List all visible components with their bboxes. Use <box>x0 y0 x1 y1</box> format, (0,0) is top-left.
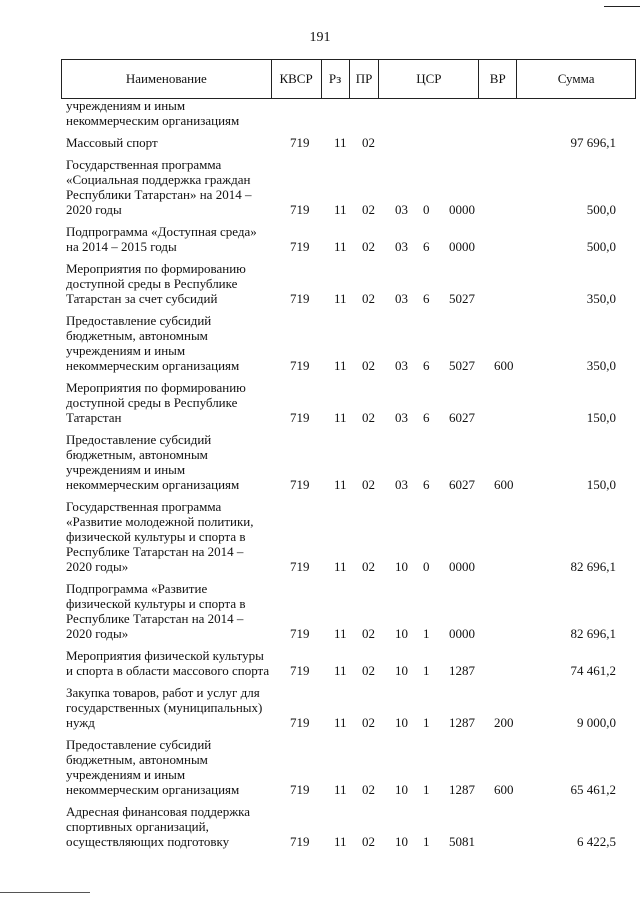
csr-part2-cell: 6 <box>423 477 430 492</box>
page-number: 191 <box>309 30 331 45</box>
scan-mark-bottom <box>0 892 90 893</box>
sum-cell: 82 696,1 <box>570 626 616 641</box>
scan-mark <box>604 6 640 7</box>
csr-part2-cell: 6 <box>423 239 430 254</box>
row-name <box>66 685 270 730</box>
row-name-line: государственных (муниципальных) <box>66 700 263 715</box>
csr-part3-cell: 5027 <box>449 358 475 373</box>
sum-cell: 500,0 <box>586 202 616 217</box>
row-name <box>66 804 270 849</box>
table-row <box>0 499 640 581</box>
rz-cell: 11 <box>334 663 347 678</box>
header-vr: ВР <box>479 60 517 99</box>
table-row <box>0 581 640 648</box>
rz-cell: 11 <box>334 358 347 373</box>
csr-part3-cell: 5027 <box>449 291 475 306</box>
row-name <box>66 499 270 574</box>
row-name-line: Татарстан за счет субсидий <box>66 291 218 306</box>
row-name-line: 2020 годы» <box>66 559 129 574</box>
row-name-line: бюджетным, автономным <box>66 752 208 767</box>
kvsr-cell: 719 <box>290 834 310 849</box>
csr-part2-cell: 1 <box>423 834 430 849</box>
row-name <box>66 581 270 641</box>
kvsr-cell: 719 <box>290 782 310 797</box>
row-name <box>66 313 270 373</box>
vr-cell: 200 <box>494 715 514 730</box>
row-name-line: Предоставление субсидий <box>66 313 212 328</box>
table-body <box>0 98 640 856</box>
sum-cell: 150,0 <box>586 410 616 425</box>
pr-cell: 02 <box>362 834 375 849</box>
row-name-line: 2020 годы <box>66 202 122 217</box>
table-row <box>0 737 640 804</box>
vr-cell: 600 <box>494 782 514 797</box>
row-name <box>66 380 270 425</box>
csr-part1-cell: 10 <box>395 715 408 730</box>
csr-part1-cell: 10 <box>395 663 408 678</box>
rz-cell: 11 <box>334 239 347 254</box>
sum-cell: 9 000,0 <box>577 715 616 730</box>
rz-cell: 11 <box>334 477 347 492</box>
rz-cell: 11 <box>334 834 347 849</box>
csr-part2-cell: 1 <box>423 663 430 678</box>
header-sum: Сумма <box>517 60 636 99</box>
table-row <box>0 432 640 499</box>
rz-cell: 11 <box>334 715 347 730</box>
row-name-line: некоммерческим организациям <box>66 358 240 373</box>
row-name-line: спортивных организаций, <box>66 819 209 834</box>
vr-cell: 600 <box>494 477 514 492</box>
table-row <box>0 157 640 224</box>
row-name-line: Республике Татарстан на 2014 – <box>66 611 244 626</box>
pr-cell: 02 <box>362 358 375 373</box>
vr-cell: 600 <box>494 358 514 373</box>
sum-cell: 350,0 <box>586 291 616 306</box>
row-name-line: и спорта в области массового спорта <box>66 663 270 678</box>
csr-part2-cell: 1 <box>423 715 430 730</box>
table-row <box>0 648 640 685</box>
csr-part1-cell: 10 <box>395 782 408 797</box>
table-row <box>0 98 640 135</box>
csr-part1-cell: 10 <box>395 559 408 574</box>
pr-cell: 02 <box>362 291 375 306</box>
table-row <box>0 685 640 737</box>
kvsr-cell: 719 <box>290 477 310 492</box>
kvsr-cell: 719 <box>290 559 310 574</box>
header-rz: Рз <box>321 60 349 99</box>
kvsr-cell: 719 <box>290 715 310 730</box>
csr-part2-cell: 0 <box>423 202 430 217</box>
row-name-line: осуществляющих подготовку <box>66 834 230 849</box>
kvsr-cell: 719 <box>290 410 310 425</box>
header-csr: ЦСР <box>379 60 479 99</box>
csr-part1-cell: 03 <box>395 239 408 254</box>
pr-cell: 02 <box>362 477 375 492</box>
kvsr-cell: 719 <box>290 202 310 217</box>
row-name-line: Подпрограмма «Доступная среда» <box>66 224 257 239</box>
row-name <box>66 224 270 254</box>
csr-part3-cell: 6027 <box>449 410 475 425</box>
csr-part2-cell: 6 <box>423 410 430 425</box>
row-name-line: Мероприятия физической культуры <box>66 648 264 663</box>
pr-cell: 02 <box>362 239 375 254</box>
row-name-line: Адресная финансовая поддержка <box>66 804 251 819</box>
row-name <box>66 135 270 150</box>
kvsr-cell: 719 <box>290 358 310 373</box>
header-name: Наименование <box>62 60 272 99</box>
kvsr-cell: 719 <box>290 291 310 306</box>
row-name-line: учреждениям и иным <box>66 343 186 358</box>
row-name-line: некоммерческим организациям <box>66 782 240 797</box>
row-name-line: 2020 годы» <box>66 626 129 641</box>
csr-part1-cell: 10 <box>395 626 408 641</box>
csr-part3-cell: 5081 <box>449 834 475 849</box>
row-name-line: Мероприятия по формированию <box>66 261 246 276</box>
rz-cell: 11 <box>334 202 347 217</box>
sum-cell: 350,0 <box>586 358 616 373</box>
rz-cell: 11 <box>334 559 347 574</box>
row-name <box>66 432 270 492</box>
pr-cell: 02 <box>362 715 375 730</box>
sum-cell: 150,0 <box>586 477 616 492</box>
row-name-line: физической культуры и спорта в <box>66 529 246 544</box>
kvsr-cell: 719 <box>290 663 310 678</box>
csr-part3-cell: 1287 <box>449 715 475 730</box>
kvsr-cell: 719 <box>290 239 310 254</box>
row-name-line: Государственная программа <box>66 157 222 172</box>
row-name-line: «Развитие молодежной политики, <box>66 514 254 529</box>
sum-cell: 65 461,2 <box>570 782 616 797</box>
pr-cell: 02 <box>362 782 375 797</box>
pr-cell: 02 <box>362 626 375 641</box>
csr-part3-cell: 0000 <box>449 559 475 574</box>
csr-part3-cell: 0000 <box>449 239 475 254</box>
csr-part3-cell: 1287 <box>449 782 475 797</box>
table-row <box>0 261 640 313</box>
row-name <box>66 98 270 128</box>
row-name-line: бюджетным, автономным <box>66 447 208 462</box>
sum-cell: 500,0 <box>586 239 616 254</box>
row-name-line: Республики Татарстан» на 2014 – <box>66 187 252 202</box>
table-row <box>0 313 640 380</box>
row-name <box>66 648 270 678</box>
rz-cell: 11 <box>334 135 347 150</box>
row-name-line: доступной среды в Республике <box>66 276 238 291</box>
row-name-line: Предоставление субсидий <box>66 432 212 447</box>
sum-cell: 97 696,1 <box>570 135 616 150</box>
row-name-line: бюджетным, автономным <box>66 328 208 343</box>
row-name-line: Республике Татарстан на 2014 – <box>66 544 244 559</box>
csr-part1-cell: 03 <box>395 477 408 492</box>
row-name-line: на 2014 – 2015 годы <box>66 239 177 254</box>
csr-part3-cell: 1287 <box>449 663 475 678</box>
row-name-line: Государственная программа <box>66 499 222 514</box>
csr-part2-cell: 1 <box>423 782 430 797</box>
sum-cell: 82 696,1 <box>570 559 616 574</box>
csr-part1-cell: 03 <box>395 410 408 425</box>
row-name <box>66 157 270 217</box>
row-name-line: некоммерческим организациям <box>66 477 240 492</box>
csr-part2-cell: 1 <box>423 626 430 641</box>
row-name-line: учреждениям и иным <box>66 98 186 113</box>
csr-part1-cell: 10 <box>395 834 408 849</box>
row-name-line: некоммерческим организациям <box>66 113 240 128</box>
csr-part1-cell: 03 <box>395 202 408 217</box>
table-row <box>0 135 640 157</box>
row-name-line: Предоставление субсидий <box>66 737 212 752</box>
row-name-line: «Социальная поддержка граждан <box>66 172 251 187</box>
kvsr-cell: 719 <box>290 135 310 150</box>
table-row <box>0 804 640 856</box>
table-row <box>0 380 640 432</box>
csr-part1-cell: 03 <box>395 291 408 306</box>
sum-cell: 74 461,2 <box>570 663 616 678</box>
row-name-line: Мероприятия по формированию <box>66 380 246 395</box>
pr-cell: 02 <box>362 559 375 574</box>
rz-cell: 11 <box>334 410 347 425</box>
rz-cell: 11 <box>334 291 347 306</box>
pr-cell: 02 <box>362 202 375 217</box>
header-kvsr: КВСР <box>271 60 321 99</box>
kvsr-cell: 719 <box>290 626 310 641</box>
row-name-line: Подпрограмма «Развитие <box>66 581 208 596</box>
pr-cell: 02 <box>362 663 375 678</box>
row-name-line: Массовый спорт <box>66 135 158 150</box>
csr-part3-cell: 6027 <box>449 477 475 492</box>
row-name-line: доступной среды в Республике <box>66 395 238 410</box>
row-name-line: Татарстан <box>66 410 122 425</box>
row-name-line: учреждениям и иным <box>66 462 186 477</box>
csr-part2-cell: 6 <box>423 358 430 373</box>
header-pr: ПР <box>349 60 379 99</box>
rz-cell: 11 <box>334 782 347 797</box>
row-name-line: нужд <box>66 715 95 730</box>
rz-cell: 11 <box>334 626 347 641</box>
row-name <box>66 261 270 306</box>
row-name-line: Закупка товаров, работ и услуг для <box>66 685 260 700</box>
row-name-line: физической культуры и спорта в <box>66 596 246 611</box>
csr-part3-cell: 0000 <box>449 626 475 641</box>
csr-part2-cell: 6 <box>423 291 430 306</box>
csr-part3-cell: 0000 <box>449 202 475 217</box>
sum-cell: 6 422,5 <box>577 834 616 849</box>
row-name <box>66 737 270 797</box>
pr-cell: 02 <box>362 135 375 150</box>
pr-cell: 02 <box>362 410 375 425</box>
table-row <box>0 224 640 261</box>
row-name-line: учреждениям и иным <box>66 767 186 782</box>
csr-part2-cell: 0 <box>423 559 430 574</box>
table-header <box>61 59 636 99</box>
csr-part1-cell: 03 <box>395 358 408 373</box>
